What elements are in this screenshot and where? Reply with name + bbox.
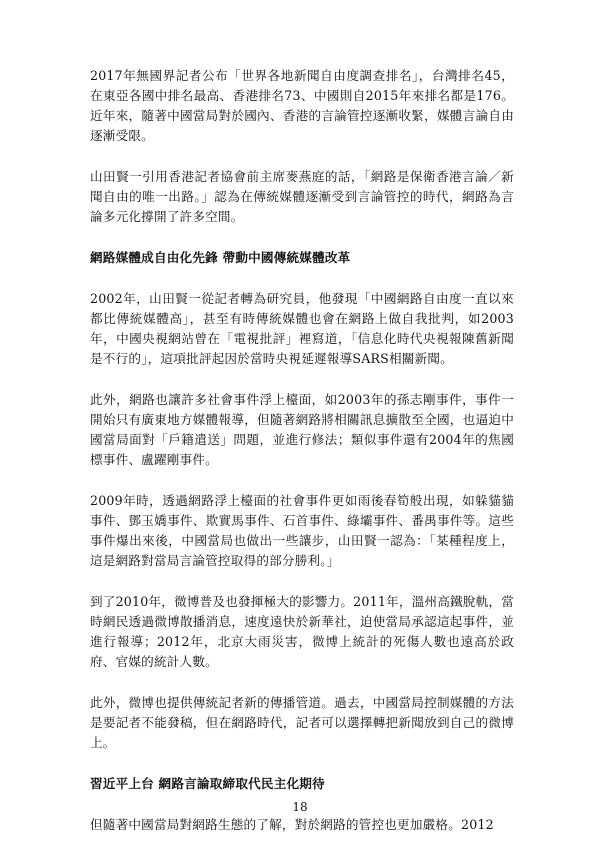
paragraph-2002-research: 2002年，山田賢一從記者轉為研究員，他發現「中國網路自由度一直以來都比傳統媒體高」，甚至有時傳統媒體也會在網路上做自我批判，如2003年，中國央視網站曾在「電視批評」裡寫道，「信息化時代央視報陳舊新聞是不行的」，這項批評起因於當時央視延遲報導SARS相關新聞。 [90,291,514,366]
paragraph-weibo-channel: 此外，微博也提供傳統記者新的傳播管道。過去，中國當局控制媒體的方法是要記者不能發稿，但在網路時代，記者可以選擇轉把新聞放到自己的微博上。 [90,695,514,750]
section-heading-xi-jinping: 習近平上台 網路言論取締取代民主化期待 [90,776,325,791]
page-number: 18 [292,800,308,814]
document-body [90,66,514,856]
paragraph-2010-weibo: 到了2010年，微博普及也發揮極大的影響力。2011年，溫州高鐵脫軌，當時網民透過微博散播消息，速度遠快於新華社，迫使當局承認這起事件，並進行報導；2012年，北京大雨災害，微博上統計的死傷人數也遠高於政府、官媒的統計人數。 [90,594,514,669]
section-heading-online-media-pioneer: 網路媒體成自由化先鋒 帶動中國傳統媒體改革 [90,250,351,265]
paragraph-2009-events: 2009年時，透過網路浮上檯面的社會事件更如雨後春筍般出現，如躲貓貓事件、鄧玉嬌事件、欺實馬事件、石首事件、綠壩事件、番禺事件等。這些事件爆出來後，中國當局也做出一些讓步，山田賢一認為：「某種程度上，這是網路對當局言論管控取得的部分勝利。」 [90,493,514,568]
paragraph-hong-kong-quote: 山田賢一引用香港記者協會前主席麥燕庭的話，「網路是保衛香港言論／新聞自由的唯一出路。」認為在傳統媒體逐漸受到言論管控的時代，網路為言論多元化撐開了許多空間。 [90,169,514,224]
paragraph-tightened-control: 但隨著中國當局對網路生態的了解，對於網路的管控也更加嚴格。2012 [90,817,494,832]
paragraph-press-freedom-ranking: 2017年無國界記者公布「世界各地新聞自由度調查排名」，台灣排名45，在東亞各國中排名最高、香港排名73、中國則自2015年來排名都是176。近年來，隨著中國當局對於國內、香港的言論管控逐漸收緊，媒體言論自由逐漸受限。 [90,68,514,143]
paragraph-social-events-2003: 此外，網路也讓許多社會事件浮上檯面，如2003年的孫志剛事件，事件一開始只有廣東地方媒體報導，但隨著網路將相關訊息擴散至全國，也逼迫中國當局面對「戶籍遣送」問題，並進行修法；類似事件還有2004年的焦國標事件、盧躍剛事件。 [90,392,514,467]
